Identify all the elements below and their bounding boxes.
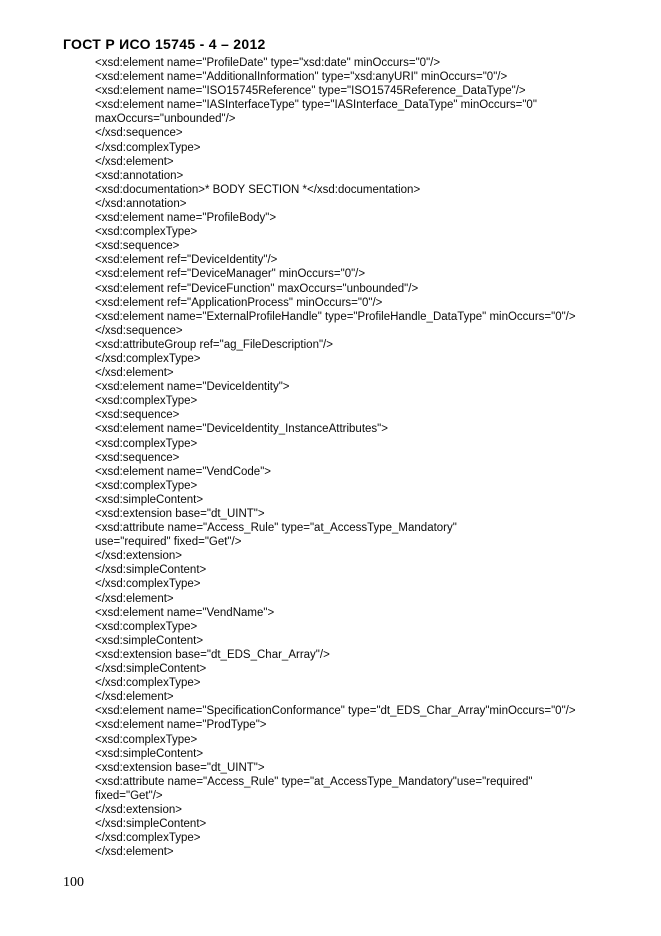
code-line: <xsd:element name="VendCode">: [95, 465, 271, 478]
code-line: </xsd:element>: [95, 691, 174, 704]
code-line: <xsd:sequence>: [95, 409, 180, 422]
code-line: <xsd:simpleContent>: [95, 493, 204, 506]
code-line: </xsd:complexType>: [95, 141, 201, 154]
code-line: <xsd:extension base="dt_UINT">: [95, 761, 265, 774]
code-line: </xsd:element>: [95, 155, 174, 168]
code-line: </xsd:extension>: [95, 803, 182, 816]
code-line: </xsd:element>: [95, 592, 174, 605]
code-line: <xsd:annotation>: [95, 169, 184, 182]
code-line: <xsd:simpleContent>: [95, 634, 204, 647]
code-line: <xsd:extension base="dt_UINT">: [95, 508, 265, 520]
code-line: <xsd:element ref="DeviceFunction" maxOccurs="unbounded"/>: [95, 282, 419, 295]
code-line: use="required" fixed="Get"/>: [95, 536, 242, 549]
code-line: <xsd:element name="AdditionalInformation" type="xsd:anyURI" minOccurs="0"/>: [95, 71, 508, 84]
code-line: <xsd:sequence>: [95, 451, 180, 464]
standard-designation-header: ГОСТ Р ИСО 15745 - 4 – 2012: [63, 36, 266, 52]
code-line: <xsd:simpleContent>: [95, 747, 204, 760]
code-line: </xsd:element>: [95, 846, 174, 859]
code-line: <xsd:element name="ExternalProfileHandle" type="ProfileHandle_DataType" minOccurs="0"/>: [95, 310, 576, 323]
code-line: </xsd:sequence>: [95, 324, 183, 337]
code-line: <xsd:attributeGroup ref="ag_FileDescription"/>: [95, 338, 333, 351]
code-line: </xsd:simpleContent>: [95, 564, 207, 577]
code-line: <xsd:complexType>: [95, 620, 198, 633]
code-line: <xsd:complexType>: [95, 479, 198, 492]
code-line: <xsd:element name="DeviceIdentity">: [95, 381, 290, 394]
code-line: <xsd:complexType>: [95, 437, 198, 450]
code-line: <xsd:sequence>: [95, 240, 180, 253]
code-line: </xsd:complexType>: [95, 677, 201, 690]
code-line: </xsd:element>: [95, 367, 174, 380]
code-line: <xsd:extension base="dt_EDS_Char_Array"/>: [95, 648, 330, 661]
code-line: <xsd:element name="ProfileBody">: [95, 212, 277, 225]
code-line: <xsd:element name="ProfileDate" type="xsd:date" minOccurs="0"/>: [95, 57, 441, 69]
code-line: <xsd:element name="ProdType">: [95, 719, 267, 732]
code-line: </xsd:simpleContent>: [95, 663, 207, 676]
code-line: </xsd:extension>: [95, 550, 182, 563]
code-line: </xsd:simpleContent>: [95, 818, 207, 831]
code-line: fixed="Get"/>: [95, 789, 163, 802]
code-line: </xsd:annotation>: [95, 197, 187, 210]
xsd-schema-code-block: [95, 56, 625, 859]
code-line: </xsd:sequence>: [95, 127, 183, 140]
code-line: <xsd:complexType>: [95, 733, 198, 746]
code-line: <xsd:complexType>: [95, 395, 198, 408]
code-line: <xsd:element ref="ApplicationProcess" minOccurs="0"/>: [95, 296, 383, 309]
code-line: <xsd:attribute name="Access_Rule" type="at_AccessType_Mandatory"use="required": [95, 775, 533, 788]
code-line: <xsd:element ref="DeviceIdentity"/>: [95, 254, 278, 267]
code-line: <xsd:element ref="DeviceManager" minOccurs="0"/>: [95, 268, 366, 281]
code-line: <xsd:attribute name="Access_Rule" type="at_AccessType_Mandatory": [95, 522, 457, 535]
code-line: </xsd:complexType>: [95, 832, 201, 845]
code-line: <xsd:documentation>* BODY SECTION *</xsd:documentation>: [95, 183, 421, 196]
code-line: <xsd:complexType>: [95, 226, 198, 239]
page-number: 100: [63, 875, 84, 890]
code-line: <xsd:element name="IASInterfaceType" type="IASInterface_DataType" minOccurs="0": [95, 99, 537, 112]
code-line: <xsd:element name="SpecificationConformance" type="dt_EDS_Char_Array"minOccurs="0"/>: [95, 705, 576, 718]
code-line: </xsd:complexType>: [95, 578, 201, 591]
code-line: </xsd:complexType>: [95, 352, 201, 365]
code-line: maxOccurs="unbounded"/>: [95, 113, 236, 126]
code-line: <xsd:element name="DeviceIdentity_InstanceAttributes">: [95, 423, 388, 436]
code-line: <xsd:element name="ISO15745Reference" type="ISO15745Reference_DataType"/>: [95, 85, 526, 98]
code-line: <xsd:element name="VendName">: [95, 606, 275, 619]
